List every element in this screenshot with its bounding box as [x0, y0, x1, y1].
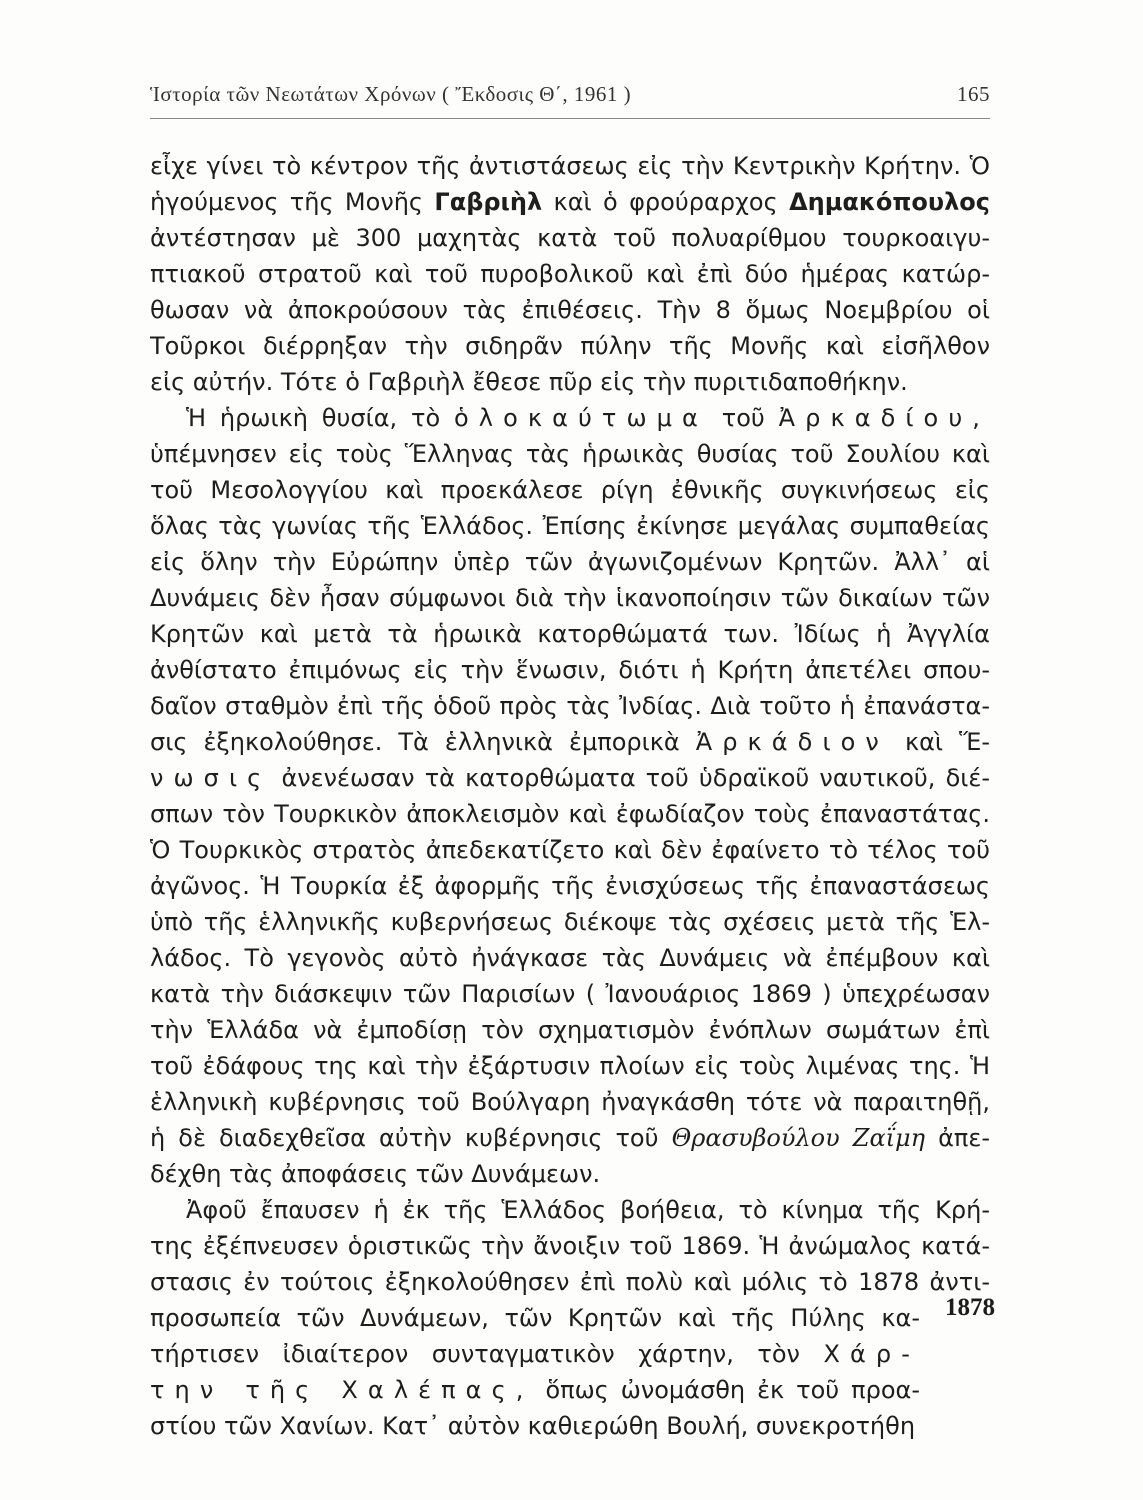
text-line	[150, 1192, 990, 1228]
bold-name: Γαβριὴλ	[434, 188, 543, 216]
page-number: 165	[957, 82, 990, 106]
text-line	[150, 796, 990, 832]
text-line	[150, 1408, 990, 1444]
text-line	[150, 148, 990, 184]
text-segment: Ὁ Τουρκικὸς στρατὸς ἀπεδεκατίζετο καὶ δὲν ἐφαίνετο τὸ τέλος τοῦ	[150, 836, 990, 864]
text-segment: ἀπε-	[925, 1124, 990, 1152]
text-line	[150, 1084, 990, 1120]
text-line	[150, 688, 990, 724]
bold-name: Δημακόπουλος	[789, 188, 990, 216]
spaced-emphasis: την τῆς Χαλέπας,	[150, 1376, 534, 1404]
text-line	[150, 868, 990, 904]
text-line	[150, 400, 990, 436]
text-line	[150, 472, 990, 508]
text-segment: προσωπεία τῶν Δυνάμεων, τῶν Κρητῶν καὶ τῆς Πύλης κα-	[150, 1304, 920, 1332]
text-line	[150, 940, 990, 976]
text-line	[150, 616, 990, 652]
text-segment: δαῖον σταθμὸν ἐπὶ τῆς ὁδοῦ πρὸς τὰς Ἰνδίας. Διὰ τοῦτο ἡ ἐπανάστα-	[150, 692, 990, 720]
text-segment: ἀνενέωσαν τὰ κατορθώματα τοῦ ὑδραϊκοῦ ναυτικοῦ, διέ-	[271, 764, 990, 792]
text-line	[150, 904, 990, 940]
text-segment: ἀγῶνος. Ἡ Τουρκία ἐξ ἀφορμῆς τῆς ἐνισχύσεως τῆς ἐπαναστάσεως	[150, 872, 990, 900]
text-segment: δέχθη τὰς ἀποφάσεις τῶν Δυνάμεων.	[150, 1160, 601, 1188]
text-segment: ἡ δὲ διαδεχθεῖσα αὐτὴν κυβέρνησις τοῦ	[150, 1124, 672, 1152]
text-segment: Τοῦρκοι διέρρηξαν τὴν σιδηρᾶν πύλην τῆς Μονῆς καὶ εἰσῆλθον	[150, 332, 990, 360]
text-segment: σπων τὸν Τουρκικὸν ἀποκλεισμὸν καὶ ἐφωδίαζον τοὺς ἐπαναστάτας.	[150, 800, 990, 828]
text-line	[150, 1264, 990, 1300]
text-segment: ὅπως ὠνομάσθη ἐκ τοῦ προα-	[533, 1376, 920, 1404]
text-line	[150, 976, 990, 1012]
text-segment: τοῦ ἐδάφους της καὶ τὴν ἐξάρτυσιν πλοίων εἰς τοὺς λιμένας της. Ἡ	[150, 1052, 990, 1080]
text-segment: εἰς ὅλην τὴν Εὐρώπην ὑπὲρ τῶν ἀγωνιζομένων Κρητῶν. Ἀλλ᾿ αἱ	[150, 548, 990, 576]
text-segment: ὑπὸ τῆς ἑλληνικῆς κυβερνήσεως διέκοψε τὰς σχέσεις μετὰ τῆς Ἑλ-	[150, 908, 990, 936]
text-segment: στίου τῶν Χανίων. Κατ᾿ αὐτὸν καθιερώθη Βουλή, συνεκροτήθη	[150, 1412, 916, 1440]
text-line	[150, 1012, 990, 1048]
text-line	[150, 256, 990, 292]
text-segment: της ἐξέπνευσεν ὁριστικῶς τὴν ἄνοιξιν τοῦ 1869. Ἡ ἀνώμαλος κατά-	[150, 1232, 990, 1260]
text-line	[150, 1156, 990, 1192]
text-segment: ἀντέστησαν μὲ 300 μαχητὰς κατὰ τοῦ πολυαρίθμου τουρκοαιγυ-	[150, 224, 990, 252]
text-segment: τήρτισεν ἰδιαίτερον συνταγματικὸν χάρτην, τὸν	[150, 1340, 824, 1368]
text-segment: ἡγούμενος τῆς Μονῆς	[150, 188, 435, 216]
text-line	[150, 220, 990, 256]
text-segment: σις ἐξηκολούθησε. Τὰ ἑλληνικὰ ἐμπορικὰ	[150, 728, 696, 756]
text-line	[150, 1228, 990, 1264]
spaced-emphasis: νωσις	[150, 764, 272, 792]
text-segment: εἶχε γίνει τὸ κέντρον τῆς ἀντιστάσεως εἰς τὴν Κεντρικὴν Κρήτην. Ὁ	[150, 152, 990, 180]
italic-name: Θρασυβούλου Ζαΐμη	[671, 1124, 926, 1152]
text-segment: Ἡ ἡρωικὴ θυσία, τὸ	[186, 404, 455, 432]
text-segment: ὑπέμνησεν εἰς τοὺς Ἕλληνας τὰς ἡρωικὰς θυσίας τοῦ Σουλίου καὶ	[150, 440, 990, 468]
spaced-emphasis: Χάρ-	[823, 1340, 920, 1368]
text-segment: ἀνθίστατο ἐπιμόνως εἰς τὴν ἕνωσιν, διότι ἡ Κρήτη ἀπετέλει σπου-	[150, 656, 990, 684]
text-line	[150, 652, 990, 688]
text-line	[150, 832, 990, 868]
text-segment: Κρητῶν καὶ μετὰ τὰ ἡρωικὰ κατορθώματά των. Ἰδίως ἡ Ἀγγλία	[150, 620, 990, 648]
text-segment: ἑλληνικὴ κυβέρνησις τοῦ Βούλγαρη ἠναγκάσθη τότε νὰ παραιτηθῇ,	[150, 1088, 990, 1116]
running-head: Ἱστορία τῶν Νεωτάτων Χρόνων ( Ἔκδοσις Θ΄, 1961 )	[150, 82, 632, 106]
body-text	[150, 148, 990, 1444]
text-line	[150, 1048, 990, 1084]
text-line	[150, 364, 990, 400]
header-rule	[150, 118, 990, 120]
text-segment: τὴν Ἑλλάδα νὰ ἐμποδίσῃ τὸν σχηματισμὸν ἐνόπλων σωμάτων ἐπὶ	[150, 1016, 990, 1044]
text-line	[150, 328, 990, 364]
text-line	[150, 1120, 990, 1156]
text-segment: τοῦ Μεσολογγίου καὶ προεκάλεσε ρίγη ἐθνικῆς συγκινήσεως εἰς	[150, 476, 990, 504]
spaced-emphasis: Ἀρκάδιον	[695, 728, 889, 756]
text-line	[150, 544, 990, 580]
text-segment: θωσαν νὰ ἀποκρούσουν τὰς ἐπιθέσεις. Τὴν 8 ὅμως Νοεμβρίου οἱ	[150, 296, 990, 324]
text-segment: εἰς αὐτήν. Τότε ὁ Γαβριὴλ ἔθεσε πῦρ εἰς τὴν πυριτιδαποθήκην.	[150, 368, 908, 396]
text-segment: Δυνάμεις δὲν ἦσαν σύμφωνοι διὰ τὴν ἱκανοποίησιν τῶν δικαίων τῶν	[150, 584, 990, 612]
text-segment: στασις ἐν τούτοις ἐξηκολούθησεν ἐπὶ πολὺ καὶ μόλις τὸ 1878 ἀντι-	[150, 1268, 990, 1296]
text-line	[150, 1336, 920, 1372]
spaced-emphasis: Ἀρκαδίου,	[778, 404, 990, 432]
text-segment: Ἀφοῦ ἔπαυσεν ἡ ἐκ τῆς Ἑλλάδος βοήθεια, τὸ κίνημα τῆς Κρή-	[186, 1196, 990, 1224]
text-line	[150, 1300, 920, 1336]
text-segment: λάδος. Τὸ γεγονὸς αὐτὸ ἠνάγκασε τὰς Δυνάμεις νὰ ἐπέμβουν καὶ	[150, 944, 990, 972]
text-line	[150, 508, 990, 544]
text-line	[150, 1372, 920, 1408]
text-segment: πτιακοῦ στρατοῦ καὶ τοῦ πυροβολικοῦ καὶ ἐπὶ δύο ἡμέρας κατώρ-	[150, 260, 990, 288]
page-header	[150, 82, 990, 112]
text-segment: καὶ ὁ φρούραρχος	[542, 188, 790, 216]
text-segment: ὅλας τὰς γωνίας τῆς Ἑλλάδος. Ἐπίσης ἐκίνησε μεγάλας συμπαθείας	[150, 512, 990, 540]
text-segment: τοῦ	[707, 404, 779, 432]
text-line	[150, 436, 990, 472]
margin-note-year: 1878	[945, 1294, 995, 1321]
text-line	[150, 292, 990, 328]
text-segment: κατὰ τὴν διάσκεψιν τῶν Παρισίων ( Ἰανουάριος 1869 ) ὑπεχρέωσαν	[150, 980, 990, 1008]
text-line	[150, 184, 990, 220]
text-line	[150, 724, 990, 760]
text-line	[150, 580, 990, 616]
spaced-emphasis: ὁλοκαύτωμα	[454, 404, 708, 432]
text-segment: καὶ Ἕ-	[888, 728, 990, 756]
text-line	[150, 760, 990, 796]
